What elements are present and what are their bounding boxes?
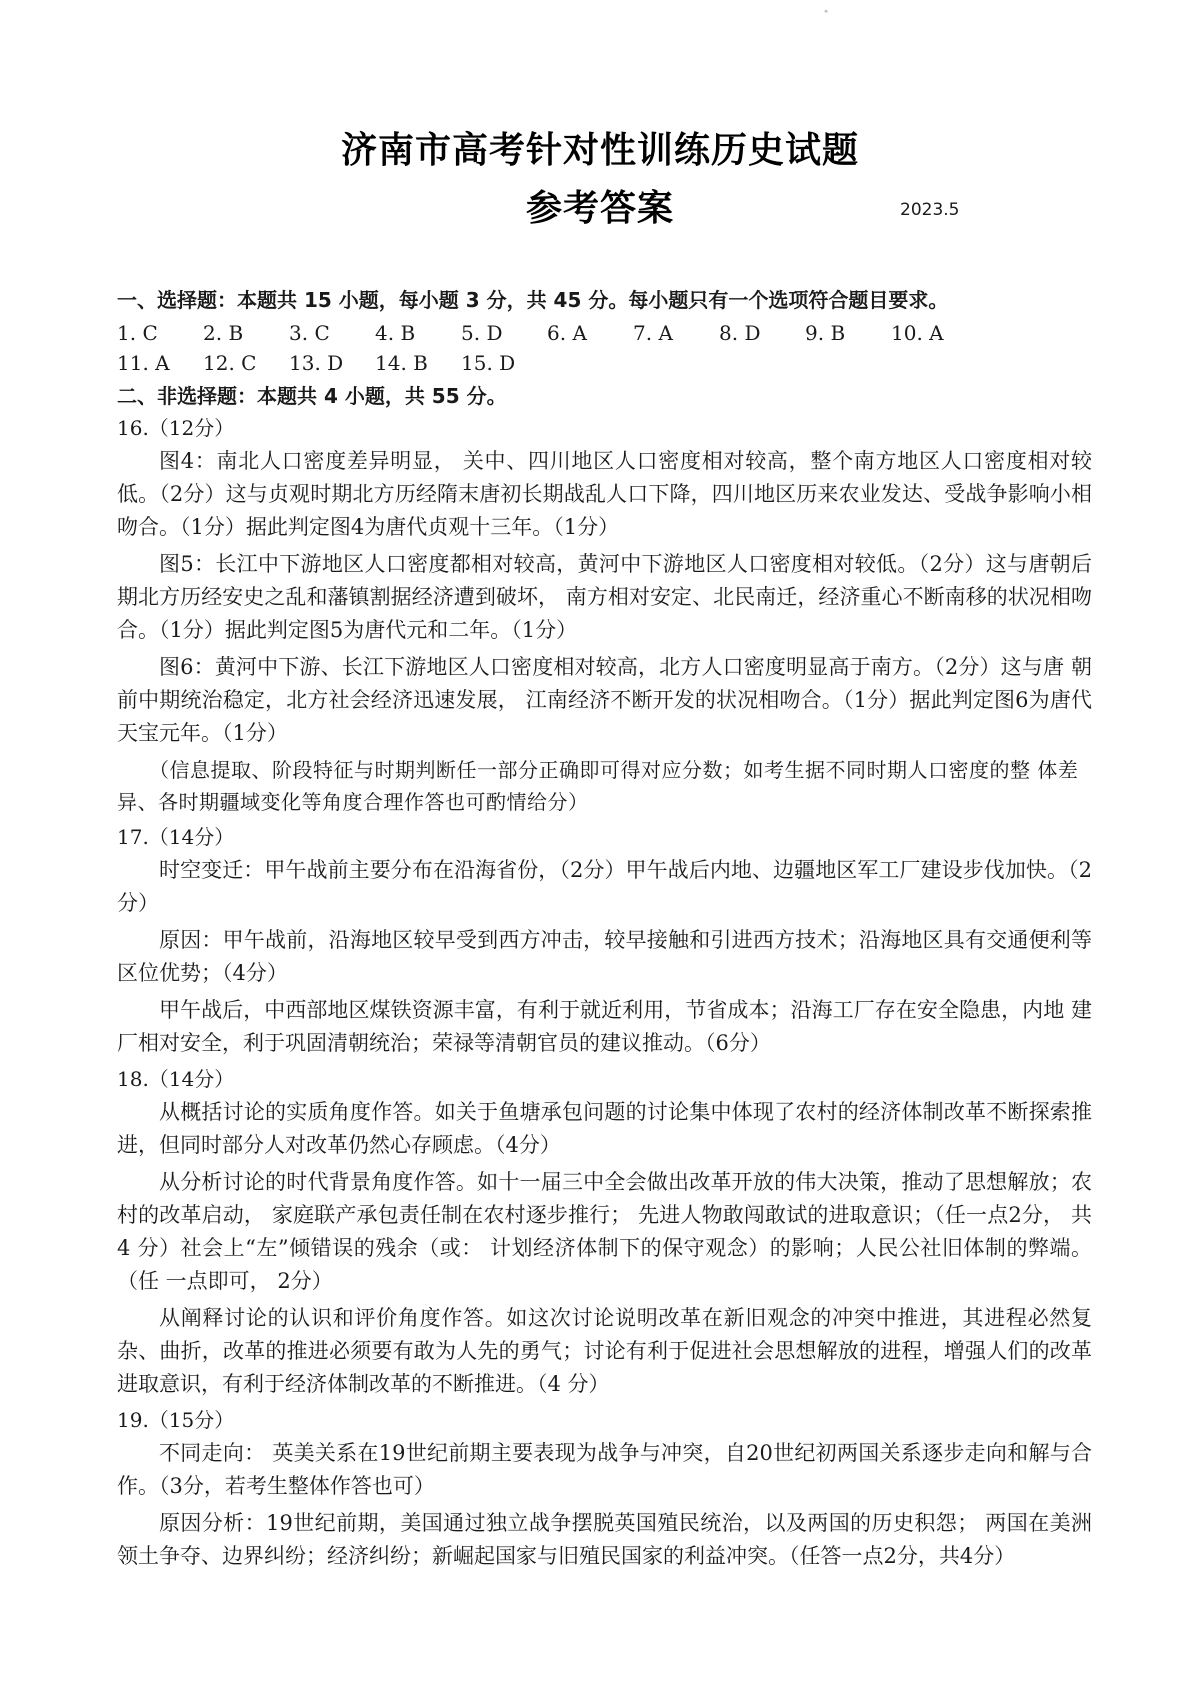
choice-answer: 15. D bbox=[461, 351, 516, 375]
choice-answers-row-2 bbox=[117, 348, 1092, 378]
question-18-evaluation: 从阐释讨论的认识和评价角度作答。如这次讨论说明改革在新旧观念的冲突中推进，其进程必然复杂、曲折，改革的推进必须要有敢为人先的勇气；讨论有利于促进社会思想解放的进程，增强人们的改革进取意识，有利于经济体制改革的不断推进。（4 分） bbox=[117, 1306, 1092, 1396]
choice-answer: 10. A bbox=[891, 321, 944, 345]
choice-answer: 7. A bbox=[633, 321, 673, 345]
question-16-figure4: 图4：南北人口密度差异明显， 关中、四川地区人口密度相对较高，整个南方地区人口密度相对较低。（2分）这与贞观时期北方历经隋末唐初长期战乱人口下降，四川地区历来农业发达、受战争影响小相吻合。（1分）据此判定图4为唐代贞观十三年。（1分） bbox=[117, 449, 1092, 539]
choice-answers-row-1 bbox=[117, 318, 1092, 348]
choice-answer: 11. A bbox=[117, 351, 170, 375]
question-17-change: 时空变迁：甲午战前主要分布在沿海省份，（2分）甲午战后内地、边疆地区军工厂建设步伐加快。（2分） bbox=[117, 858, 1092, 915]
choice-answer: 2. B bbox=[203, 321, 244, 345]
section2-heading: 二、非选择题：本题共 4 小题，共 55 分。 bbox=[117, 384, 507, 408]
question-18-background: 从分析讨论的时代背景角度作答。如十一届三中全会做出改革开放的伟大决策，推动了思想解放；农村的改革启动， 家庭联产承包责任制在农村逐步推行； 先进人物敢闯敢试的进取意识；（任一点2分， 共4 分）社会上“左”倾错误的残余（或： 计划经济体制下的保守观念）的影响；人民公社旧体制的弊端。（任 一点即可， 2分） bbox=[117, 1170, 1092, 1293]
question-18-essence: 从概括讨论的实质角度作答。如关于鱼塘承包问题的讨论集中体现了农村的经济体制改革不断探索推进，但同时部分人对改革仍然心存顾虑。（4分） bbox=[117, 1100, 1092, 1157]
question-17-heading: 17.（14分） bbox=[117, 825, 235, 849]
question-16-figure6: 图6：黄河中下游、长江下游地区人口密度相对较高，北方人口密度明显高于南方。（2分）这与唐 朝前中期统治稳定，北方社会经济迅速发展， 江南经济不断开发的状况相吻合。（1分）据此判定图6为唐代天宝元年。（1分） bbox=[117, 655, 1092, 745]
choice-answer: 14. B bbox=[375, 351, 428, 375]
scan-mark: " bbox=[824, 10, 829, 20]
answer-content bbox=[117, 285, 1092, 1577]
page-subtitle: 参考答案 bbox=[525, 188, 674, 229]
question-19-trend: 不同走向： 英美关系在19世纪前期主要表现为战争与冲突，自20世纪初两国关系逐步走向和解与合作。（3分，若考生整体作答也可） bbox=[117, 1441, 1092, 1498]
question-17-reason-before: 原因：甲午战前，沿海地区较早受到西方冲击，较早接触和引进西方技术；沿海地区具有交通便利等区位优势；（4分） bbox=[117, 928, 1092, 985]
question-16-scoring-note: （信息提取、阶段特征与时期判断任一部分正确即可得对应分数；如考生据不同时期人口密度的整 体差异、各时期疆域变化等角度合理作答也可酌情给分） bbox=[117, 758, 1079, 814]
question-16-figure5: 图5：长江中下游地区人口密度都相对较高，黄河中下游地区人口密度相对较低。（2分）这与唐朝后期北方历经安史之乱和藩镇割据经济遭到破坏， 南方相对安定、北民南迁，经济重心不断南移的状况相吻合。（1分）据此判定图5为唐代元和二年。（1分） bbox=[117, 552, 1092, 642]
choice-answer: 9. B bbox=[805, 321, 846, 345]
question-17-reason-after: 甲午战后，中西部地区煤铁资源丰富，有利于就近利用，节省成本；沿海工厂存在安全隐患，内地 建厂相对安全，利于巩固清朝统治；荣禄等清朝官员的建议推动。（6分） bbox=[117, 998, 1092, 1055]
exam-date: 2023.5 bbox=[900, 200, 960, 220]
question-16-heading: 16.（12分） bbox=[117, 416, 235, 440]
choice-answer: 5. D bbox=[461, 321, 503, 345]
section1-heading: 一、选择题：本题共 15 小题，每小题 3 分，共 45 分。每小题只有一个选项符合题目要求。 bbox=[117, 288, 949, 312]
choice-answer: 6. A bbox=[547, 321, 587, 345]
question-18-heading: 18.（14分） bbox=[117, 1067, 235, 1091]
choice-answer: 1. C bbox=[117, 321, 158, 345]
choice-answer: 13. D bbox=[289, 351, 344, 375]
choice-answer: 4. B bbox=[375, 321, 416, 345]
choice-answer: 8. D bbox=[719, 321, 761, 345]
choice-answer: 3. C bbox=[289, 321, 330, 345]
question-19-heading: 19.（15分） bbox=[117, 1408, 235, 1432]
page-title: 济南市高考针对性训练历史试题 bbox=[340, 130, 859, 171]
question-19-causes: 原因分析：19世纪前期，美国通过独立战争摆脱英国殖民统治，以及两国的历史积怨； 两国在美洲 领土争夺、边界纠纷；经济纠纷；新崛起国家与旧殖民国家的利益冲突。（任答一点2分，共4分） bbox=[117, 1511, 1092, 1568]
choice-answer: 12. C bbox=[203, 351, 257, 375]
